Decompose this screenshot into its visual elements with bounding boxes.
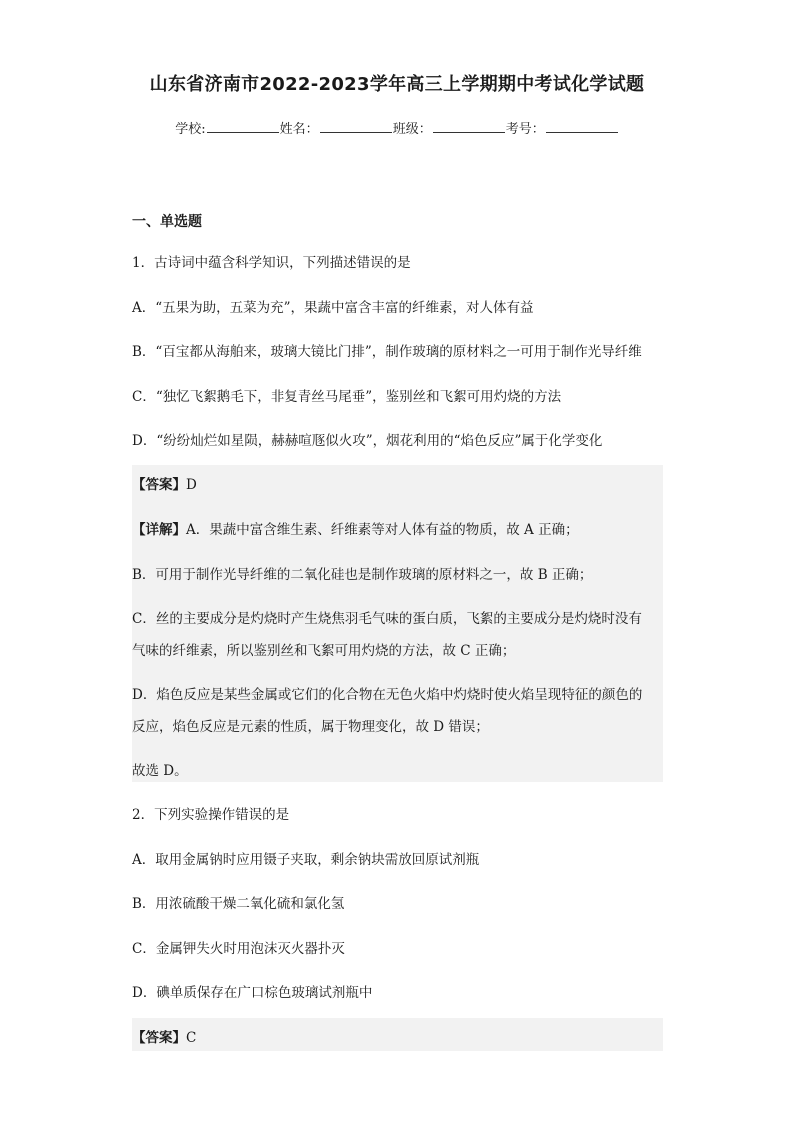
question-1-detail-line: 气味的纤维素，所以鉴别丝和飞絮可用灼烧的方法，故 C 正确； [132, 643, 516, 659]
name-blank[interactable] [320, 120, 392, 133]
school-label: 学校: [175, 122, 206, 137]
question-1-option-b: B．“百宝都从海舶来，玻璃大镜比门排”，制作玻璃的原材料之一可用于制作光导纤维 [132, 344, 642, 360]
detail-text: A．果蔬中富含维生素、纤维素等对人体有益的物质，故 A 正确； [186, 522, 579, 538]
detail-label: 【详解】 [132, 522, 186, 538]
school-blank[interactable] [207, 120, 279, 133]
section-heading: 一、单选题 [132, 214, 202, 230]
name-label: 姓名： [279, 122, 319, 137]
student-info-line [0, 118, 794, 137]
answer-label: 【答案】 [132, 1030, 186, 1046]
question-2-answer-box [132, 1018, 663, 1051]
question-2-option-a: A．取用金属钠时应用镊子夹取，剩余钠块需放回原试剂瓶 [132, 852, 480, 868]
question-1-option-a: A．“五果为助，五菜为充”，果蔬中富含丰富的纤维素，对人体有益 [132, 300, 534, 316]
question-1-detail-line [132, 518, 579, 538]
question-1-detail-line: D．焰色反应是某些金属或它们的化合物在无色火焰中灼烧时使火焰呈现特征的颜色的 [132, 687, 643, 703]
page-title: 山东省济南市2022-2023学年高三上学期期中考试化学试题 [149, 74, 645, 95]
class-label: 班级： [392, 122, 432, 137]
question-1-detail-line: C．丝的主要成分是灼烧时产生烧焦羽毛气味的蛋白质，飞絮的主要成分是灼烧时没有 [132, 611, 642, 627]
question-2-option-c: C．金属钾失火时用泡沫灭火器扑灭 [132, 941, 345, 957]
question-1-detail-line: 故选 D。 [132, 763, 188, 779]
exam-no-blank[interactable] [546, 120, 618, 133]
question-2-stem: 2．下列实验操作错误的是 [132, 807, 290, 823]
answer-value: C [186, 1030, 197, 1046]
question-2-answer [132, 1026, 196, 1046]
question-1-option-c: C．“独忆飞絮鹅毛下，非复青丝马尾垂”，鉴别丝和飞絮可用灼烧的方法 [132, 389, 562, 405]
question-1-answer [132, 473, 197, 493]
question-1-detail-line: B．可用于制作光导纤维的二氧化硅也是制作玻璃的原材料之一，故 B 正确； [132, 567, 593, 583]
exam-no-label: 考号： [505, 122, 545, 137]
question-1-stem: 1．古诗词中蕴含科学知识，下列描述错误的是 [132, 255, 411, 271]
class-blank[interactable] [433, 120, 505, 133]
question-2-option-d: D．碘单质保存在广口棕色玻璃试剂瓶中 [132, 985, 373, 1001]
answer-label: 【答案】 [132, 477, 186, 493]
question-1-option-d: D．“纷纷灿烂如星陨，赫赫喧豗似火攻”，烟花利用的“焰色反应”属于化学变化 [132, 433, 603, 449]
question-2-option-b: B．用浓硫酸干燥二氧化硫和氯化氢 [132, 896, 345, 912]
answer-value: D [186, 477, 197, 493]
question-1-detail-line: 反应，焰色反应是元素的性质，属于物理变化，故 D 错误； [132, 719, 489, 735]
